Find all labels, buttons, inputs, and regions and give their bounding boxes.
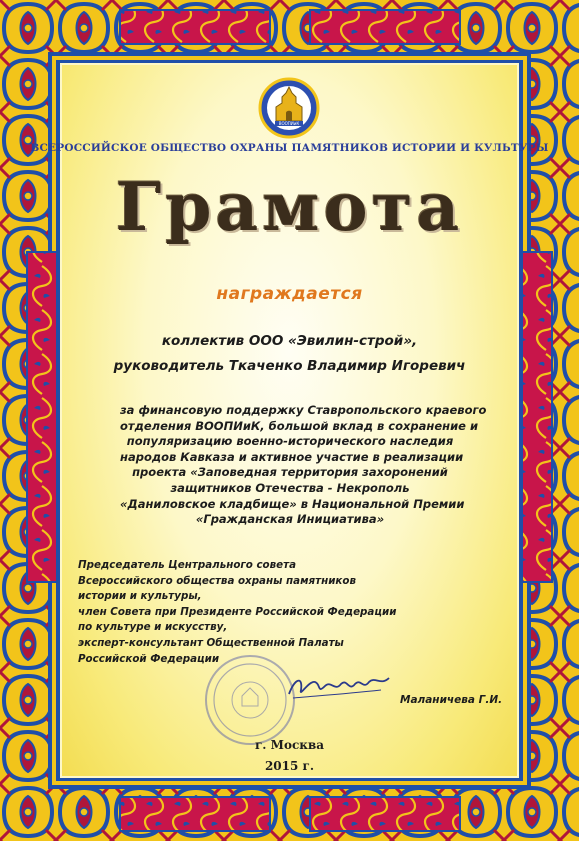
handwritten-signature <box>285 668 395 704</box>
official-stamp <box>202 652 298 748</box>
signatory-title-line: Председатель Центрального совета <box>78 559 297 571</box>
signer-name: Маланичева Г.И. <box>400 694 503 706</box>
signatory-title-line: эксперт-консультант Общественной Палаты <box>78 636 344 649</box>
signatory-title-line: по культуре и искусству, <box>78 621 228 634</box>
reason-line: за финансовую поддержку Ставропольского краевого <box>120 403 487 417</box>
reason-line: популяризацию военно-исторического наследия <box>126 434 454 449</box>
award-reason <box>120 403 487 528</box>
logo-caption: ВООПИиК <box>278 121 300 126</box>
reason-line: защитников Отечества - Некрополь <box>170 480 410 495</box>
awarded-caption: награждается <box>216 284 363 304</box>
recipient-line-2: руководитель Ткаченко Владимир Игоревич <box>113 358 466 374</box>
signatory-title <box>78 558 408 667</box>
signatory-title-line: член Совета при Президенте Российской Федерации <box>78 605 397 618</box>
signatory-title-line: Всероссийского общества охраны памятников <box>78 574 356 587</box>
reason-line: проекта «Заповедная территория захоронений <box>132 465 448 480</box>
reason-line: отделения ВООПИиК, большой вклад в сохранение и <box>120 418 479 433</box>
organization-name: ВСЕРОССИЙСКОЕ ОБЩЕСТВО ОХРАНЫ ПАМЯТНИКОВ ИСТОРИИ И КУЛЬТУРЫ <box>30 142 549 154</box>
year: 2015 г. <box>264 759 315 773</box>
reason-line: «Даниловское кладбище» в Национальной Премии <box>120 496 465 511</box>
reason-line: «Гражданская Инициатива» <box>195 512 385 527</box>
reason-line: народов Кавказа и активное участие в реализации <box>120 449 464 464</box>
signatory-title-line: Российской Федерации <box>78 652 220 665</box>
certificate-title: Грамота <box>115 168 464 246</box>
city: г. Москва <box>254 738 325 752</box>
recipient-line-1: коллектив ООО «Эвилин-строй», <box>161 333 418 349</box>
signatory-title-line: истории и культуры, <box>78 590 202 603</box>
vooipk-church-emblem-icon <box>258 77 320 139</box>
